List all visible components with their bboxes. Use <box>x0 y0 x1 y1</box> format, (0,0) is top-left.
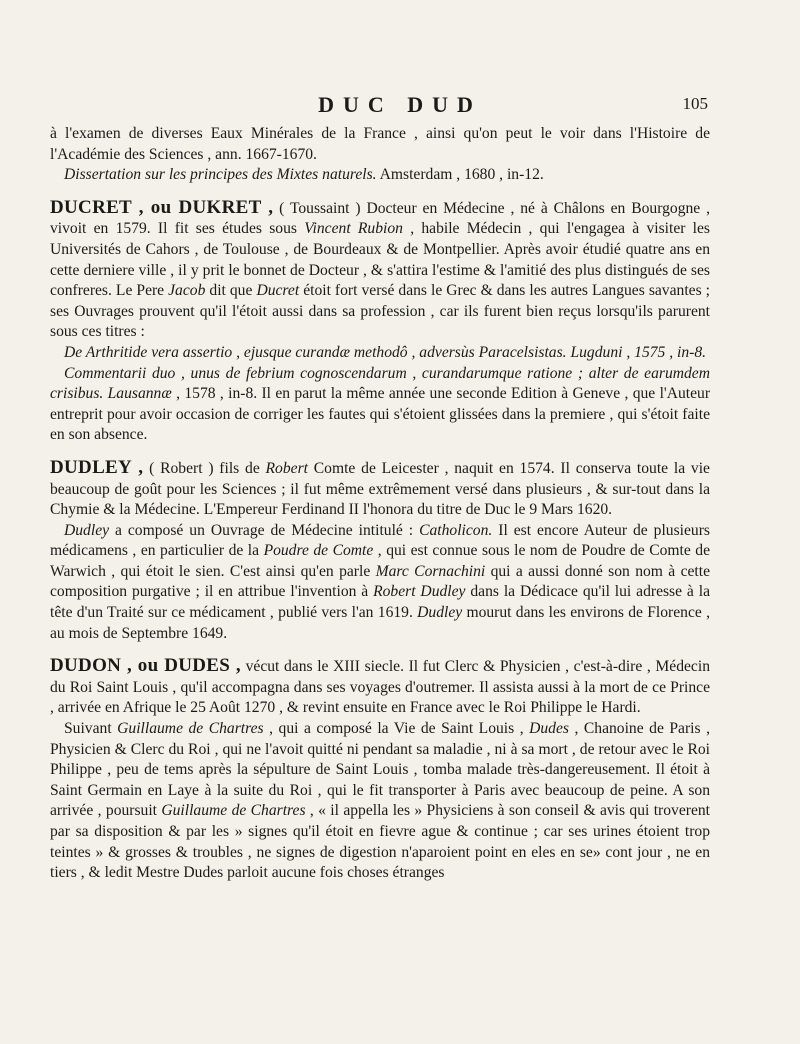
entry-text: Comte de Leicester , naquit en 1574. Il conserva toute la vie beaucoup de goût pour les Sciences ; il fut même extrêmement versé dans plusieurs , & sur-tout dans la Chymie & la Médecine. L'Empereur Ferdinand II l'honora du titre de Duc le 9 Mars 1620. <box>50 459 710 519</box>
entry-text: étoit fort versé dans le Grec & dans les autres Langues savantes ; ses Ouvrages prouvent qu'il l'étoit aussi dans sa profession , car ils furent bien reçus lorsqu'ils parurent sous ces titres : <box>50 282 710 341</box>
person-name: Guillaume de Chartres <box>161 802 306 820</box>
running-head: DUC DUD <box>318 92 482 117</box>
entry-text: Il est encore Auteur de plusieurs médicamens , en particulier de la <box>50 521 710 560</box>
page-body <box>50 124 710 884</box>
person-name: Dudes <box>529 720 569 738</box>
citation-title: Dissertation sur les principes des Mixtes naturels. <box>64 166 377 184</box>
person-name: Marc Cornachini <box>375 562 486 580</box>
entry-text: mourut dans les environs de Florence , au mois de Septembre 1649. <box>50 604 710 642</box>
entry-dudley-paragraph <box>50 521 710 645</box>
intro-paragraph: à l'examen de diverses Eaux Minérales de la France , ainsi qu'on peut le voir dans l'Histoire de l'Académie des Sciences , ann. 1667-1670. <box>50 125 710 163</box>
entry-ducret-body <box>50 198 710 343</box>
entry-text: dans la Dédicace qu'il lui adresse à la tête d'un Traité sur ce médicament , publié vers l'an 1619. <box>50 583 710 622</box>
person-name: Ducret <box>256 282 300 300</box>
work-title: De Arthritide vera assertio , ejusque curandæ methodô , adversùs Paracelsistas. Lugduni , 1575 , in-8. <box>64 343 707 361</box>
entry-dudley <box>50 458 710 644</box>
entry-text: qui a aussi donné son nom à cette composition purgative ; il en attribue l'invention à <box>50 562 710 601</box>
entry-text: ( Robert ) fils de <box>143 459 266 477</box>
entry-text: , qui est connue sous le nom de Poudre de Comte de Warwich , qui étoit le sien. C'est ainsi qu'en parle <box>50 542 711 580</box>
entry-text: a composé un Ouvrage de Médecine intitulé : <box>109 521 420 539</box>
entry-heading: DUDON , ou DUDES , <box>50 655 241 677</box>
entry-heading: DUCRET , ou DUKRET , <box>50 196 274 218</box>
entry-dudon-body <box>50 656 710 719</box>
work-citation <box>50 364 710 446</box>
work-title: Catholicon. <box>419 521 493 539</box>
person-name: Vincent Rubion <box>304 220 403 238</box>
person-name: Dudley <box>64 521 110 539</box>
entry-text: vécut dans le XIII siecle. Il fut Clerc & Physicien , c'est-à-dire , Médecin du Roi Saint Louis , qu'il accompagna dans ses voyages d'outremer. Il assista aussi à la mort de ce Prince , arrivée en Afrique le 25 Août 1270 , & revint ensuite en France avec le Roi Philippe le Hardi. <box>50 658 710 717</box>
entry-dudley-body <box>50 458 710 521</box>
person-name: Guillaume de Chartres <box>117 720 264 738</box>
person-name: Robert Dudley <box>373 583 466 601</box>
entry-text: , 1578 , in-8. Il en parut la même année une seconde Edition à Geneve , que l'Auteur entreprit pour avoir occasion de corriger les fautes qui s'étoient glissées dans la premiere , qui s'étoit faite en son absence. <box>50 385 711 444</box>
entry-ducret <box>50 198 710 446</box>
page-number: 105 <box>682 94 708 113</box>
entry-dudon <box>50 656 710 884</box>
entry-text: , habile Médecin , qui l'engagea à visiter les Universités de Cahors , de Toulouse , de Bourdeaux & de Montpellier. Après avoir étudié quatre ans en cette derniere ville , il y prit le bonnet de Docteur , & s'attira l'estime & l'amitié des plus distingués de ses confreres. Le Pere <box>50 220 710 300</box>
citation-rest: Amsterdam , 1680 , in-12. <box>376 166 544 184</box>
work-title: Commentarii duo , unus de febrium cognoscendarum , curandarumque ratione ; alter de earumdem crisibus. Lausannæ <box>50 364 710 403</box>
intro-citation <box>50 165 710 186</box>
entry-text: , « il appella les » Physiciens à son conseil & avis qui troverent par sa disposition & par les » signes qu'il étoit en fievre ague & continue ; car ses urines étoient trop teintes » & grosses & troubles , ne signes de digestion n'aparoient point en eles en se» cont jour , ne en tiers , & ledit Mestre Dudes parloit aucune fois choses étranges <box>50 802 710 882</box>
entry-text: , Chanoine de Paris , Physicien & Clerc du Roi , qui ne l'avoit quitté ni pendant sa maladie , ni à sa mort , de retour avec le Roi Philippe , peu de tems après la sépulture de Saint Louis , tomba malade très-dangereusement. Il étoit à Saint Germain en Laye à la suite du Roi , qui le fit transporter à Paris avec beaucoup de peine. A son arrivée , poursuit <box>50 720 710 820</box>
person-name: Robert <box>265 459 308 477</box>
entry-heading: DUDLEY , <box>50 456 144 478</box>
remedy-name: Poudre de Comte <box>263 542 374 560</box>
entry-dudon-paragraph <box>50 719 710 884</box>
entry-text: Suivant <box>64 720 118 738</box>
entry-text: , qui a composé la Vie de Saint Louis , <box>263 720 530 738</box>
person-name: Dudley <box>417 604 463 622</box>
person-name: Jacob <box>168 282 206 300</box>
entry-text: dit que <box>205 282 257 300</box>
entry-text: ( Toussaint ) Docteur en Médecine , né à Châlons en Bourgogne , vivoit en 1579. Il fit ses études sous <box>50 199 710 238</box>
